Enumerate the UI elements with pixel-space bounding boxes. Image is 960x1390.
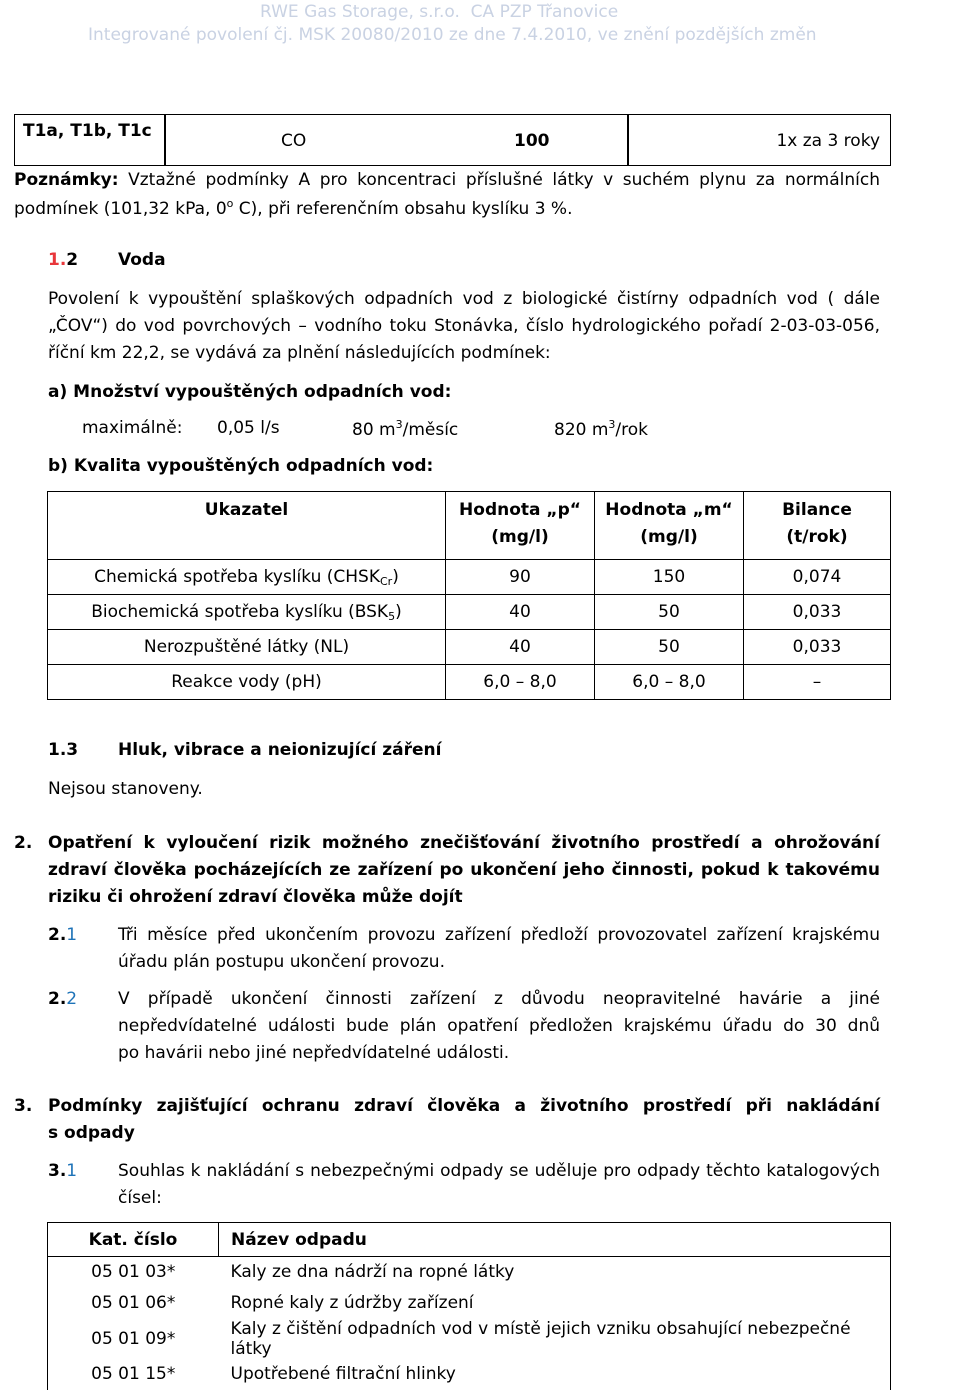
header-hodnota-p-unit: (mg/l) (491, 527, 549, 547)
header-bilance-unit: (t/rok) (786, 527, 848, 547)
header-hodnota-m (595, 492, 744, 560)
num-b: 1 (66, 925, 78, 945)
waste-name: Kaly ze dna nádrží na ropné látky (219, 1257, 891, 1288)
header-hodnota-m-unit: (mg/l) (640, 527, 698, 547)
section-2-1-line-2: úřadu plán postupu ukončení provozu. (118, 952, 445, 972)
max-year-value: 820 m (554, 420, 609, 440)
header-nazev-odpadu: Název odpadu (219, 1223, 891, 1257)
row-name-text: Chemická spotřeba kyslíku (CHSK (94, 566, 380, 587)
table-row (48, 630, 891, 665)
subsection-b-title: Kvalita vypouštěných odpadních vod: (73, 456, 434, 476)
header-line-1 (260, 2, 618, 22)
row-bilance: – (744, 665, 891, 700)
row-value-p: 40 (446, 630, 595, 665)
num-b: 2 (66, 989, 78, 1009)
table-row (48, 665, 891, 700)
cube-sign-2: 3 (608, 418, 616, 431)
section-1-2-p3: říční km 22,2, se vydává za plnění následujících podmínek: (48, 343, 551, 363)
row-value-m: 150 (595, 560, 744, 595)
notes-label: Poznámky: (14, 170, 119, 190)
notes-text-2a: podmínek (101,32 kPa, 0 (14, 199, 227, 219)
subsection-a-title: Množství vypouštěných odpadních vod: (73, 382, 452, 402)
emission-row-table (14, 114, 891, 166)
header-bilance-label: Bilance (782, 500, 852, 520)
header-kat-cislo: Kat. číslo (48, 1223, 219, 1257)
row-name (48, 560, 446, 595)
header-bilance (744, 492, 891, 560)
waste-code: 05 01 06* (48, 1288, 219, 1319)
degree-sign: o (226, 197, 234, 210)
notes-line-1 (14, 170, 880, 190)
emission-frequency-cell (627, 114, 891, 166)
emission-limit: 100 (514, 131, 550, 151)
section-3-1-line-1: Souhlas k nakládání s nebezpečnými odpady se uděluje pro odpady těchto katalogových (118, 1161, 880, 1181)
waste-code: 05 01 09* (48, 1319, 219, 1359)
row-name-sub: Cr (380, 574, 393, 588)
emission-source-cell (14, 114, 166, 166)
company-name: RWE Gas Storage, s.r.o. (260, 2, 460, 22)
notes-line-2 (14, 197, 573, 219)
section-1-2-p2: „ČOV“) do vod povrchových – vodního toku Stonávka, číslo hydrologického pořadí 2-03-03-056, (48, 316, 880, 336)
section-3-title-2: s odpady (48, 1123, 135, 1143)
section-2-1-line-1: Tři měsíce před ukončením provozu zařízení předloží provozovatel zařízení krajskému (118, 925, 880, 945)
subsection-b (48, 456, 433, 476)
waste-code: 05 01 15* (48, 1359, 219, 1390)
max-month (352, 418, 458, 440)
notes-text-1: Vztažné podmínky A pro koncentraci příslušné látky v suchém plynu za normálních (128, 170, 880, 190)
waste-table-header (48, 1223, 891, 1257)
section-2-2-line-1: V případě ukončení činnosti zařízení z důvodu neopravitelné havárie a jiné (118, 989, 880, 1009)
section-2-2-number (48, 989, 77, 1009)
row-value-p: 40 (446, 595, 595, 630)
row-bilance: 0,033 (744, 630, 891, 665)
section-number-b: 2 (66, 250, 79, 270)
emission-pollutant: CO (281, 131, 307, 151)
row-name: Nerozpuštěné látky (NL) (48, 630, 446, 665)
header-hodnota-p (446, 492, 595, 560)
row-bilance: 0,074 (744, 560, 891, 595)
header-ukazatel: Ukazatel (48, 492, 446, 560)
section-1-3-text: Nejsou stanoveny. (48, 779, 203, 799)
max-year (554, 418, 648, 440)
max-month-value: 80 m (352, 420, 396, 440)
section-3-1-number (48, 1161, 77, 1181)
subsection-a (48, 382, 451, 402)
section-2-2-line-3: po havárii nebo jiné nepředvídatelné události. (118, 1043, 510, 1063)
table-row (48, 1288, 891, 1319)
waste-name: Kaly z čištění odpadních vod v místě jejich vzniku obsahující nebezpečné látky (219, 1319, 891, 1359)
section-2-number: 2. (14, 833, 33, 853)
notes-text-2b: C), při referenčním obsahu kyslíku 3 %. (233, 199, 573, 219)
max-year-unit: /rok (615, 420, 649, 440)
row-value-m: 50 (595, 595, 744, 630)
cube-sign: 3 (395, 418, 403, 431)
quality-table-header (48, 492, 891, 560)
table-row (48, 560, 891, 595)
row-name-end: ) (395, 601, 402, 622)
row-name-end: ) (392, 566, 399, 587)
section-2-2-line-2: nepředvídatelné události bude plán opatření předložen krajskému úřadu do 30 dnů (118, 1016, 880, 1036)
max-amount-row (82, 418, 182, 438)
quality-table (47, 491, 891, 700)
waste-code: 05 01 03* (48, 1257, 219, 1288)
waste-table (47, 1222, 891, 1390)
section-number: 1. (48, 250, 67, 270)
section-2-title-1: Opatření k vyloučení rizik možného znečišťování životního prostředí a ohrožování (48, 833, 880, 853)
row-name-sub: 5 (388, 609, 396, 623)
max-ls: 0,05 l/s (217, 418, 280, 438)
section-1-3-heading (48, 740, 442, 760)
section-2-1-number (48, 925, 77, 945)
row-name: Reakce vody (pH) (48, 665, 446, 700)
table-row (48, 1257, 891, 1288)
emission-value-cell (164, 114, 629, 166)
row-value-m: 6,0 – 8,0 (595, 665, 744, 700)
max-month-unit: /měsíc (402, 420, 459, 440)
row-bilance: 0,033 (744, 595, 891, 630)
num-a: 3. (48, 1161, 67, 1181)
subsection-b-label: b) (48, 456, 68, 476)
num-a: 2. (48, 925, 67, 945)
row-name (48, 595, 446, 630)
header-hodnota-p-label: Hodnota „p“ (459, 500, 581, 520)
header-line-2: Integrované povolení čj. MSK 20080/2010 ze dne 7.4.2010, ve znění pozdějších změn (88, 25, 817, 45)
header-hodnota-m-label: Hodnota „m“ (605, 500, 733, 520)
section-3-number: 3. (14, 1096, 33, 1116)
subsection-a-label: a) (48, 382, 68, 402)
table-row (48, 1319, 891, 1359)
section-3-1-line-2: čísel: (118, 1188, 162, 1208)
section-1-2-heading (48, 250, 166, 270)
table-row (48, 595, 891, 630)
emission-source: T1a, T1b, T1c (23, 121, 152, 141)
section-title: Hluk, vibrace a neionizující záření (118, 740, 442, 760)
section-2-title-2: zdraví člověka pocházejících ze zařízení po ukončení jeho činnosti, pokud k takovému (48, 860, 880, 880)
facility-name: CA PZP Třanovice (470, 2, 619, 22)
section-title: Voda (118, 250, 166, 270)
section-3-title-1: Podmínky zajišťující ochranu zdraví člověka a životního prostředí při nakládání (48, 1096, 880, 1116)
num-a: 2. (48, 989, 67, 1009)
num-b: 1 (66, 1161, 78, 1181)
waste-name: Upotřebené filtrační hlinky (219, 1359, 891, 1390)
waste-name: Ropné kaly z údržby zařízení (219, 1288, 891, 1319)
section-number: 1.3 (48, 740, 79, 760)
row-value-p: 6,0 – 8,0 (446, 665, 595, 700)
row-value-m: 50 (595, 630, 744, 665)
section-2-title-3: riziku či ohrožení zdraví člověka může dojít (48, 887, 463, 907)
max-label: maximálně: (82, 418, 183, 438)
section-1-2-p1: Povolení k vypouštění splaškových odpadních vod z biologické čistírny odpadních vod ( dále (48, 289, 880, 309)
emission-frequency: 1x za 3 roky (776, 131, 880, 151)
row-name-text: Biochemická spotřeba kyslíku (BSK (91, 601, 389, 622)
row-value-p: 90 (446, 560, 595, 595)
